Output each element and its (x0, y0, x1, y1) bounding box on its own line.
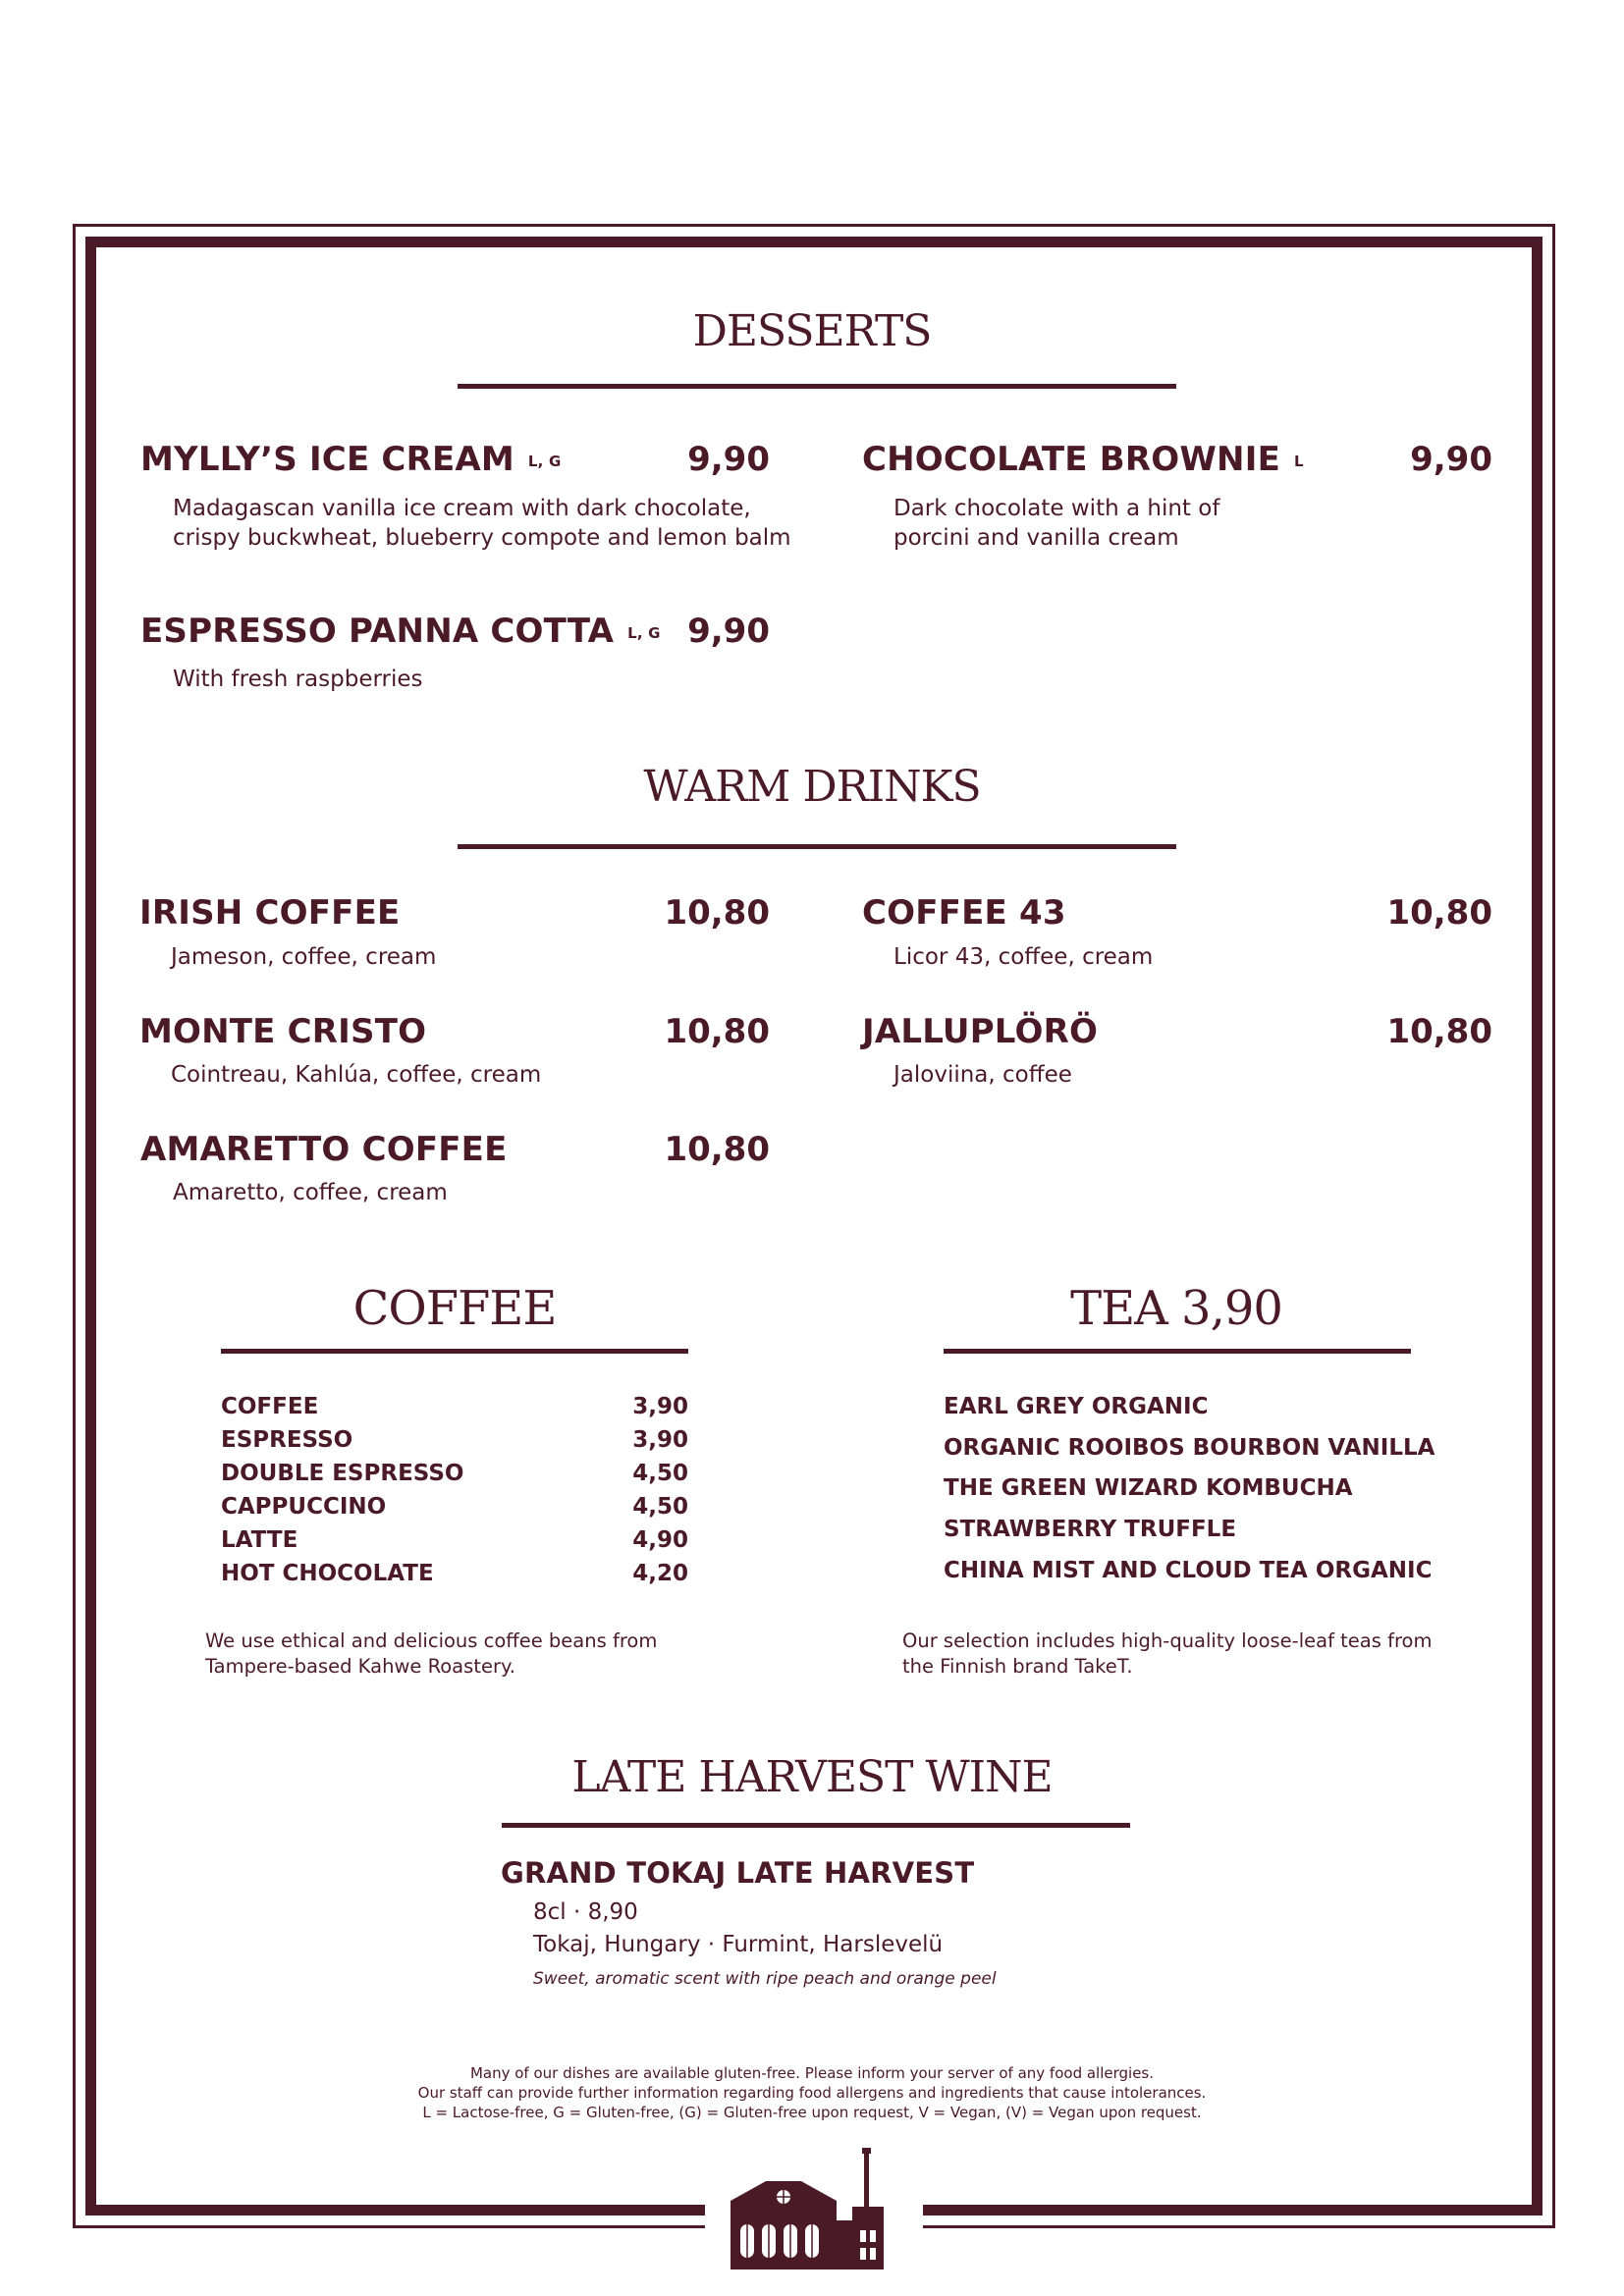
list-item-price: 4,50 (632, 1461, 688, 1486)
item-price: 10,80 (664, 893, 770, 933)
item-description: Jaloviina, coffee (893, 1062, 1072, 1088)
factory-building-logo-icon (727, 2146, 903, 2271)
desserts-title: DESSERTS (692, 306, 932, 356)
item-price: 10,80 (1386, 1012, 1492, 1051)
list-item-name: CHINA MIST AND CLOUD TEA ORGANIC (944, 1558, 1433, 1583)
allergen-tag: L (1294, 452, 1304, 470)
desserts-rule (458, 384, 1176, 389)
list-item-name: DOUBLE ESPRESSO (221, 1461, 464, 1486)
wine-tasting-note: Sweet, aromatic scent with ripe peach and orange peel (533, 1969, 997, 1989)
tea-note-line: the Finnish brand TakeT. (902, 1655, 1133, 1678)
tea-title: TEA 3,90 (1070, 1281, 1282, 1336)
list-item-price: 4,50 (632, 1494, 688, 1520)
wine-title: LATE HARVEST WINE (571, 1752, 1053, 1802)
list-item-name: ESPRESSO (221, 1427, 353, 1453)
coffee-title: COFFEE (352, 1281, 557, 1336)
wine-serving: 8cl · 8,90 (533, 1899, 638, 1925)
list-item-name: STRAWBERRY TRUFFLE (944, 1517, 1237, 1542)
wine-origin: Tokaj, Hungary · Furmint, Harslevelü (533, 1932, 944, 1957)
item-description: Licor 43, coffee, cream (893, 944, 1154, 970)
wine-rule (502, 1823, 1130, 1828)
item-price: 9,90 (1410, 440, 1492, 479)
list-item-name: HOT CHOCOLATE (221, 1561, 434, 1586)
tea-note-line: Our selection includes high-quality loose-leaf teas from (902, 1629, 1433, 1652)
item-name: MONTE CRISTO (139, 1012, 427, 1051)
item-price: 10,80 (664, 1012, 770, 1051)
list-item-name: LATTE (221, 1527, 298, 1553)
allergen-tag: L, G (627, 623, 661, 642)
warm-drinks-title: WARM DRINKS (643, 762, 981, 812)
item-description-line: Dark chocolate with a hint of (893, 496, 1220, 521)
wine-name: GRAND TOKAJ LATE HARVEST (501, 1856, 975, 1890)
item-description: Cointreau, Kahlúa, coffee, cream (171, 1062, 542, 1088)
item-description-line: crispy buckwheat, blueberry compote and lemon balm (173, 525, 791, 551)
item-name: ESPRESSO PANNA COTTA (140, 612, 615, 651)
warm-drinks-rule (458, 844, 1176, 849)
tea-rule (944, 1349, 1411, 1354)
item-description-line: With fresh raspberries (173, 667, 423, 692)
coffee-note-line: We use ethical and delicious coffee beans from (205, 1629, 658, 1652)
list-item-name: EARL GREY ORGANIC (944, 1394, 1209, 1419)
allergen-footer-line: Our staff can provide further information regarding food allergens and ingredients that cause intolerances. (417, 2084, 1207, 2102)
item-name: AMARETTO COFFEE (140, 1130, 508, 1169)
list-item-name: CAPPUCCINO (221, 1494, 387, 1520)
list-item-price: 3,90 (632, 1394, 688, 1419)
item-name: CHOCOLATE BROWNIE (862, 440, 1280, 479)
coffee-rule (221, 1349, 688, 1354)
item-price: 10,80 (1386, 893, 1492, 933)
item-price: 10,80 (664, 1130, 770, 1169)
allergen-footer-line: Many of our dishes are available gluten-free. Please inform your server of any food allergies. (469, 2064, 1155, 2082)
item-name: COFFEE 43 (862, 893, 1066, 933)
item-description-line: Madagascan vanilla ice cream with dark chocolate, (173, 496, 751, 521)
item-price: 9,90 (687, 440, 770, 479)
list-item-name: THE GREEN WIZARD KOMBUCHA (944, 1475, 1353, 1501)
item-price: 9,90 (687, 612, 770, 651)
item-description: Amaretto, coffee, cream (173, 1180, 448, 1205)
list-item-price: 4,20 (632, 1561, 688, 1586)
item-name: IRISH COFFEE (139, 893, 401, 933)
list-item-price: 3,90 (632, 1427, 688, 1453)
allergen-footer-line: L = Lactose-free, G = Gluten-free, (G) = Gluten-free upon request, V = Vegan, (V) = Vegan upon request. (422, 2104, 1202, 2121)
list-item-name: ORGANIC ROOIBOS BOURBON VANILLA (944, 1435, 1435, 1461)
item-description: Jameson, coffee, cream (171, 944, 437, 970)
list-item-name: COFFEE (221, 1394, 319, 1419)
list-item-price: 4,90 (632, 1527, 688, 1553)
allergen-tag: L, G (527, 452, 562, 470)
coffee-note-line: Tampere-based Kahwe Roastery. (205, 1655, 515, 1678)
item-description-line: porcini and vanilla cream (893, 525, 1179, 551)
item-name: MYLLY’S ICE CREAM (140, 440, 514, 479)
item-name: JALLUPLÖRÖ (862, 1012, 1099, 1051)
